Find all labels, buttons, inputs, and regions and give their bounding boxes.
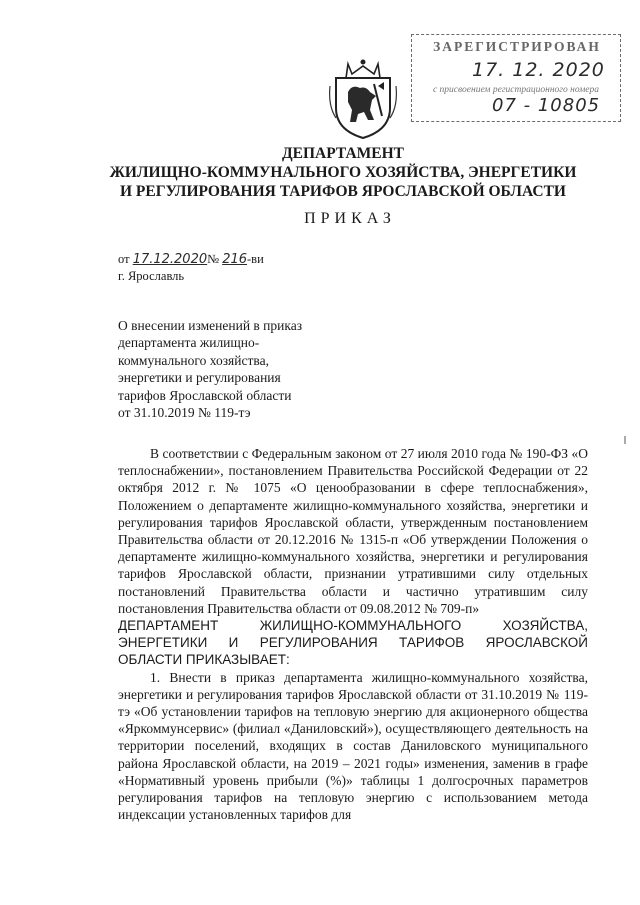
stamp-number: 07 - 10805 [492, 95, 601, 116]
coat-of-arms-emblem [326, 56, 400, 140]
city: г. Ярославль [118, 269, 185, 283]
item-1-paragraph: 1. Внести в приказ департамента жилищно-коммунального хозяйства, энергетики и регулирования тарифов Ярославской области от 31.10.2019 № 119-тэ «Об установлении тарифов на тепловую энергию для акционерного общества «Яркоммунсервис» (филиал «Даниловский»), осуществляющего деятельность на территории поселений, входящих в состав Даниловского муниципального района Ярославской области, на 2019 – 2021 годы» изменения, заменив в графе «Нормативный уровень прибыли (%)» таблицы 1 долгосрочных параметров регулирования тарифов на тепловую энергию с использованием метода индексации установленных тарифов для [118, 669, 588, 823]
subject-line: коммунального хозяйства, [118, 352, 269, 368]
margin-mark [624, 436, 626, 444]
subject-line: департамента жилищно- [118, 335, 260, 351]
department-header-line1: ДЕПАРТАМЕНТ [281, 145, 405, 162]
orders-line: ЭНЕРГЕТИКИ И РЕГУЛИРОВАНИЯ ТАРИФОВ ЯРОСЛАВСКОЙ [118, 635, 588, 651]
order-number: 216 [222, 252, 248, 267]
registration-stamp [411, 34, 621, 122]
subject-line: от 31.10.2019 № 119-тэ [118, 405, 251, 421]
department-header-line2: ЖИЛИЩНО-КОММУНАЛЬНОГО ХОЗЯЙСТВА, ЭНЕРГЕТИКИ [109, 164, 577, 181]
orders-line: ОБЛАСТИ ПРИКАЗЫВАЕТ: [118, 652, 290, 668]
stamp-title: ЗАРЕГИСТРИРОВАН [433, 39, 601, 54]
preamble-paragraph: В соответствии с Федеральным законом от 27 июля 2010 года № 190-ФЗ «О теплоснабжении», постановлением Правительства Российской Федерации от 22 октября 2012 г. № 1075 «О ценообразовании в сфере теплоснабжения», Положением о департаменте жилищно-коммунального хозяйства, энергетики и регулирования тарифов Ярославской области, утвержденным постановлением Правительства области от 20.12.2016 № 1315-п «Об утверждении Положения о департаменте жилищно-коммунального хозяйства, энергетики и регулирования тарифов Ярославской области, признании утратившими силу отдельных постановлений Правительства области и частично утратившим силу постановления Правительства области от 09.08.2012 № 709-п» [118, 446, 588, 616]
stamp-date: 17. 12. 2020 [472, 59, 605, 81]
order-body [118, 445, 588, 823]
order-subject [118, 317, 358, 421]
document-type: ПРИКАЗ [304, 210, 396, 227]
orders-line: ДЕПАРТАМЕНТ ЖИЛИЩНО-КОММУНАЛЬНОГО ХОЗЯЙСТВА, [118, 618, 588, 634]
subject-line: О внесении изменений в приказ [118, 318, 303, 333]
number-suffix: -ви [247, 252, 264, 266]
department-header-line3: И РЕГУЛИРОВАНИЯ ТАРИФОВ ЯРОСЛАВСКОЙ ОБЛАСТИ [120, 183, 566, 200]
order-meta [118, 251, 264, 285]
stamp-subtitle: с присвоением регистрационного номера [432, 85, 600, 95]
department-header [100, 144, 586, 201]
from-label: от [118, 252, 130, 266]
number-label: № [207, 252, 220, 266]
subject-line: энергетики и регулирования [118, 370, 281, 386]
order-date: 17.12.2020 [132, 252, 208, 267]
subject-line: тарифов Ярославской области [118, 387, 292, 403]
